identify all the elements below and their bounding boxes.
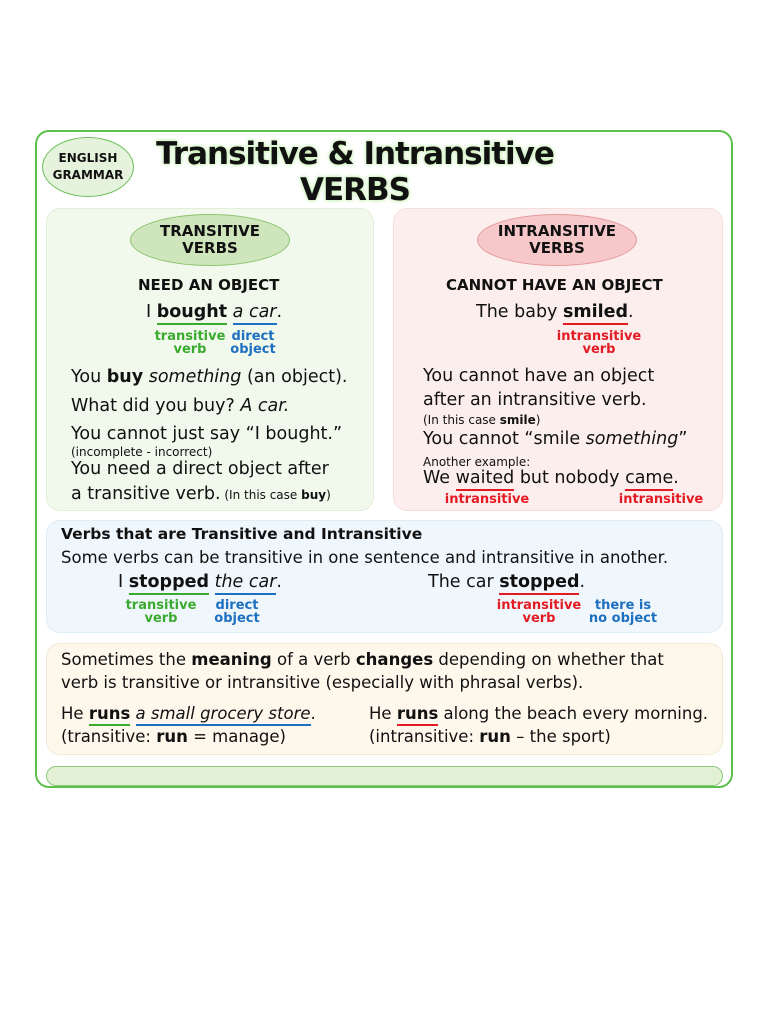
transitive-line-4: You need a direct object after [71,459,329,479]
page-title-line-1: Transitive & Intransitive [156,136,554,172]
transitive-line-3: You cannot just say “I bought.” [71,424,343,444]
intransitive-oval-line-2: VERBS [529,239,585,257]
intransitive-example-2: We waited but nobody came. [423,468,679,488]
transitive-line-3-note: (incomplete - incorrect) [71,445,213,459]
came-verb: came [625,468,673,491]
meaning-right-example: He runs along the beach every morning. [369,704,708,723]
both-ex2-verb-label: intransitive verb [496,598,582,626]
intransitive-line-3: You cannot “smile something” [423,429,688,449]
badge-line-1: ENGLISH [58,151,118,165]
transitive-line-1: You buy something (an object). [71,367,348,387]
both-example-1: I stopped the car. [118,572,282,592]
transitive-verbs-oval [130,214,290,266]
meaning-left-note: (transitive: run = manage) [61,727,286,746]
meaning-line-2: verb is transitive or intransitive (especially with phrasal verbs). [61,673,584,692]
both-description: Some verbs can be transitive in one sentence and intransitive in another. [61,548,669,567]
transitive-example-verb: bought [157,302,227,325]
intransitive-example: The baby smiled. [476,302,634,322]
transitive-verb-label: transitive verb [154,329,226,357]
english-grammar-badge [42,137,134,197]
footer-bar [46,766,723,786]
intransitive-oval-line-1: INTRANSITIVE [497,222,617,240]
transitive-example: I bought a car. [146,302,282,322]
transitive-line-2: What did you buy? A car. [71,396,290,416]
both-ex1-object-label: direct object [214,598,260,626]
intransitive-note: (In this case smile) [423,413,541,427]
both-heading: Verbs that are Transitive and Intransitive [61,525,423,543]
transitive-example-object: a car [233,302,277,325]
waited-label: intransitive [444,492,530,507]
both-ex1-verb-label: transitive verb [125,598,197,626]
transitive-line-5: a transitive verb. (In this case buy) [71,484,331,504]
direct-object-label: direct object [230,329,276,357]
came-label: intransitive [618,492,704,507]
transitive-oval-line-2: VERBS [182,239,238,257]
meaning-right-note: (intransitive: run – the sport) [369,727,611,746]
intransitive-verb-label: intransitive verb [556,329,642,357]
intransitive-example-verb: smiled [563,302,628,325]
both-example-2: The car stopped. [428,572,585,592]
meaning-left-example: He runs a small grocery store. [61,704,316,723]
badge-line-2: GRAMMAR [52,168,124,182]
transitive-oval-line-1: TRANSITIVE [160,222,260,240]
intransitive-line-2: after an intransitive verb. [423,390,647,410]
page-title-line-2: VERBS [300,172,410,208]
meaning-line-1: Sometimes the meaning of a verb changes depending on whether that [61,650,664,669]
intransitive-heading: CANNOT HAVE AN OBJECT [446,276,663,294]
another-example-label: Another example: [423,455,531,469]
both-ex2-no-object-label: there is no object [588,598,658,626]
intransitive-line-1: You cannot have an object [423,366,655,386]
transitive-heading: NEED AN OBJECT [138,276,280,294]
intransitive-verbs-oval [477,214,637,266]
waited-verb: waited [456,468,515,491]
